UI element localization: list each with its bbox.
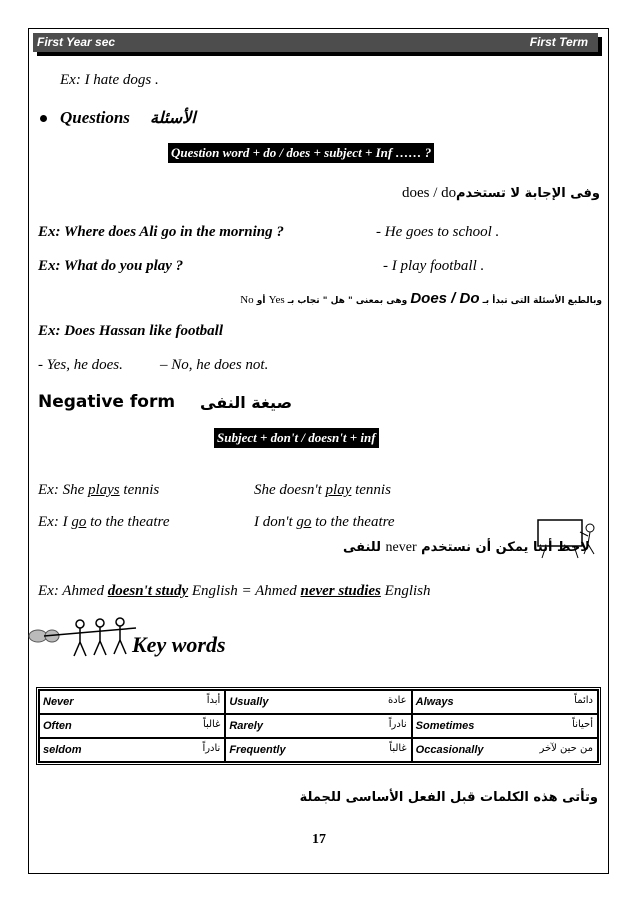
key-words-footer-note: وتأتى هذه الكلمات قبل الفعل الأساسى للجملة	[299, 790, 598, 805]
question-formula: Question word + do / does + subject + Inf …… ?	[168, 143, 434, 163]
page-number: 17	[312, 832, 326, 847]
keyword-en: Sometimes	[415, 720, 475, 732]
ex4-never-studies: never studies	[300, 583, 381, 599]
keyword-ar: غالباً	[389, 743, 407, 754]
yes-no-ar-1: وبالطبع الأسئلة التى تبدأ بـ	[482, 296, 602, 306]
n2a-pre: Ex: I	[38, 514, 72, 530]
n1a-verb: plays	[87, 482, 120, 498]
questions-heading-ar: الأسئلة	[150, 108, 196, 127]
n2b-post: to the theatre	[311, 514, 395, 530]
answer-note-text: وفى الإجابة لا تستخدم	[456, 186, 600, 201]
yes-no-ar-2: وهى بمعنى " هل " تجاب بـ	[287, 296, 408, 306]
example-1-question: Ex: Where does Ali go in the morning ?	[38, 224, 284, 240]
table-cell	[412, 738, 598, 762]
table-row	[39, 738, 598, 762]
example-2-answer: - I play football .	[383, 258, 485, 274]
table-cell	[225, 714, 411, 738]
page-header	[33, 33, 598, 52]
negative-form-heading-ar: صيغة النفى	[200, 393, 293, 412]
keyword-en: Occasionally	[415, 744, 484, 756]
table-cell	[39, 738, 225, 762]
table-cell	[225, 738, 411, 762]
never-note-ar-2: للنفى	[342, 540, 381, 555]
table-row	[39, 714, 598, 738]
tug-of-war-icon	[24, 614, 140, 660]
n2a-verb: go	[71, 514, 87, 530]
keyword-en: Never	[43, 696, 74, 708]
answer-note-en: does / do	[402, 185, 457, 201]
keyword-ar: عادة	[387, 695, 407, 706]
yes-no-or: أو	[256, 296, 266, 306]
negative-example-3	[38, 583, 431, 600]
negative-formula: Subject + don't / doesn't + inf	[214, 428, 379, 448]
key-words-table	[36, 687, 601, 765]
header-left: First Year sec	[37, 35, 116, 49]
ex4-mid: English = Ahmed	[188, 583, 301, 599]
yes-no-note	[240, 290, 602, 307]
example-1-answer: - He goes to school .	[376, 224, 500, 240]
example-2-question: Ex: What do you play ?	[38, 258, 184, 274]
n1a-pre: Ex: She	[38, 482, 88, 498]
yes-no-yes: Yes	[268, 294, 285, 306]
n1b-verb: play	[325, 482, 352, 498]
keyword-ar: أبداً	[206, 695, 221, 706]
negative-example-1b	[254, 482, 391, 499]
negative-example-1a	[38, 482, 159, 499]
example-hate-dogs: Ex: I hate dogs .	[60, 72, 159, 88]
keyword-en: Frequently	[229, 744, 286, 756]
table-cell	[412, 714, 598, 738]
keyword-ar: غالباً	[202, 719, 221, 730]
ex4-pre: Ex: Ahmed	[38, 583, 108, 599]
negative-form-heading: Negative form	[38, 392, 176, 412]
key-words-heading: Key words	[132, 632, 226, 657]
negative-example-2b	[254, 514, 395, 531]
keyword-ar: أحياناً	[572, 719, 593, 730]
ex4-doesnt-study: doesn't study	[107, 583, 189, 599]
table-cell	[225, 690, 411, 714]
yes-no-does-do: Does / Do	[410, 290, 480, 307]
keyword-en: Usually	[229, 696, 269, 708]
negative-example-2a	[38, 514, 170, 531]
never-note-en: never	[385, 540, 417, 555]
table-cell	[412, 690, 598, 714]
bullet-icon	[40, 115, 47, 122]
keyword-ar: نادراً	[202, 743, 221, 754]
never-note	[343, 540, 590, 556]
n2a-post: to the theatre	[86, 514, 170, 530]
ex4-post: English	[380, 583, 431, 599]
keyword-ar: دائماً	[574, 695, 593, 706]
keyword-ar: نادراً	[388, 719, 407, 730]
never-note-ar-1: لاحظ أننا يمكن أن نستخدم	[421, 540, 590, 555]
n1b-pre: She doesn't	[254, 482, 326, 498]
n1a-post: tennis	[119, 482, 160, 498]
example-3-yes: - Yes, he does.	[38, 357, 123, 373]
n2b-pre: I don't	[254, 514, 297, 530]
keyword-en: Always	[415, 696, 454, 708]
questions-heading: Questions	[60, 108, 130, 127]
keyword-en: Often	[43, 720, 72, 732]
yes-no-no: No	[240, 294, 254, 306]
header-right: First Term	[529, 35, 588, 49]
keyword-ar: من حين لآخر	[539, 743, 593, 754]
table-cell	[39, 690, 225, 714]
table-cell	[39, 714, 225, 738]
table-row	[39, 690, 598, 714]
example-3-no: – No, he does not.	[160, 357, 269, 373]
keyword-en: Rarely	[229, 720, 263, 732]
n1b-post: tennis	[351, 482, 391, 498]
n2b-verb: go	[296, 514, 312, 530]
example-3-question: Ex: Does Hassan like football	[38, 323, 224, 339]
answer-note-ar	[456, 186, 600, 201]
keyword-en: seldom	[43, 744, 82, 756]
